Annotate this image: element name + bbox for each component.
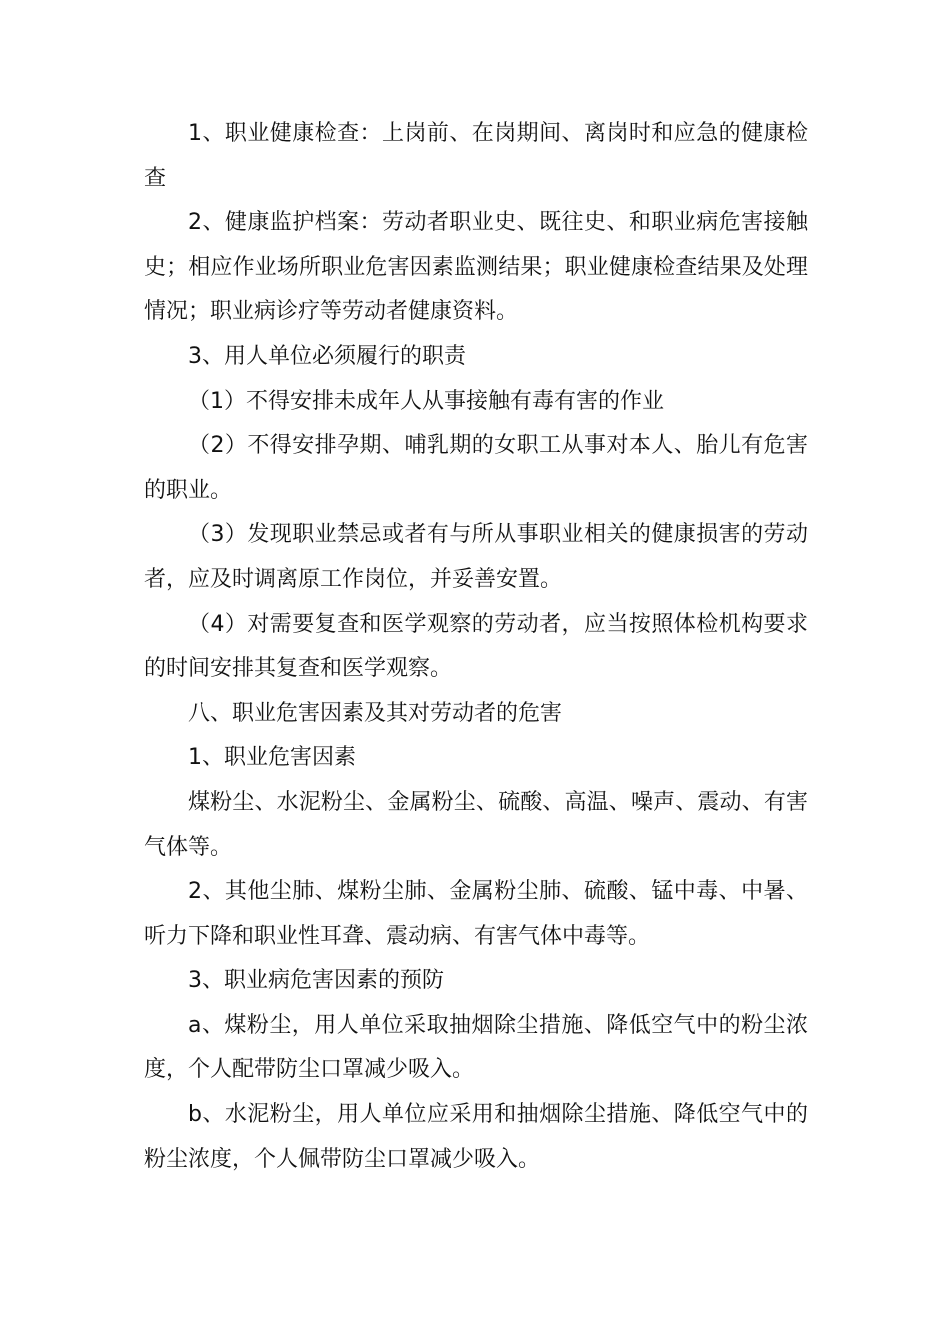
paragraph-employer-duties-heading: 3、用人单位必须履行的职责 — [188, 343, 466, 369]
paragraph-occupational-diseases: 2、其他尘肺、煤粉尘肺、金属粉尘肺、硫酸、锰中毒、中暑、听力下降和职业性耳聋、震动病、有害气体中毒等。 — [144, 879, 808, 949]
section-heading-hazards: 八、职业危害因素及其对劳动者的危害 — [188, 700, 563, 726]
paragraph-health-records: 2、健康监护档案：劳动者职业史、既往史、和职业病危害接触史；相应作业场所职业危害因素监测结果；职业健康检查结果及处理情况；职业病诊疗等劳动者健康资料。 — [144, 210, 808, 325]
paragraph-duty-2: （2）不得安排孕期、哺乳期的女职工从事对本人、胎儿有危害的职业。 — [144, 433, 808, 503]
paragraph-duty-4: （4）对需要复查和医学观察的劳动者，应当按照体检机构要求的时间安排其复查和医学观察。 — [144, 611, 808, 682]
paragraph-hazard-factors-heading: 1、职业危害因素 — [188, 745, 356, 771]
paragraph-prevention-heading: 3、职业病危害因素的预防 — [188, 968, 444, 994]
paragraph-hazard-factors-list: 煤粉尘、水泥粉尘、金属粉尘、硫酸、高温、噪声、震动、有害气体等。 — [144, 789, 808, 860]
paragraph-prevention-cement-dust: b、水泥粉尘，用人单位应采用和抽烟除尘措施、降低空气中的粉尘浓度，个人佩带防尘口罩减少吸入。 — [144, 1102, 808, 1172]
document-body — [144, 112, 808, 1182]
paragraph-health-check: 1、职业健康检查：上岗前、在岗期间、离岗时和应急的健康检查 — [144, 121, 808, 191]
paragraph-duty-3: （3）发现职业禁忌或者有与所从事职业相关的健康损害的劳动者，应及时调离原工作岗位，并妥善安置。 — [144, 522, 808, 592]
paragraph-prevention-coal-dust: a、煤粉尘，用人单位采取抽烟除尘措施、降低空气中的粉尘浓度，个人配带防尘口罩减少吸入。 — [144, 1012, 808, 1083]
paragraph-duty-1: （1）不得安排未成年人从事接触有毒有害的作业 — [188, 388, 664, 414]
